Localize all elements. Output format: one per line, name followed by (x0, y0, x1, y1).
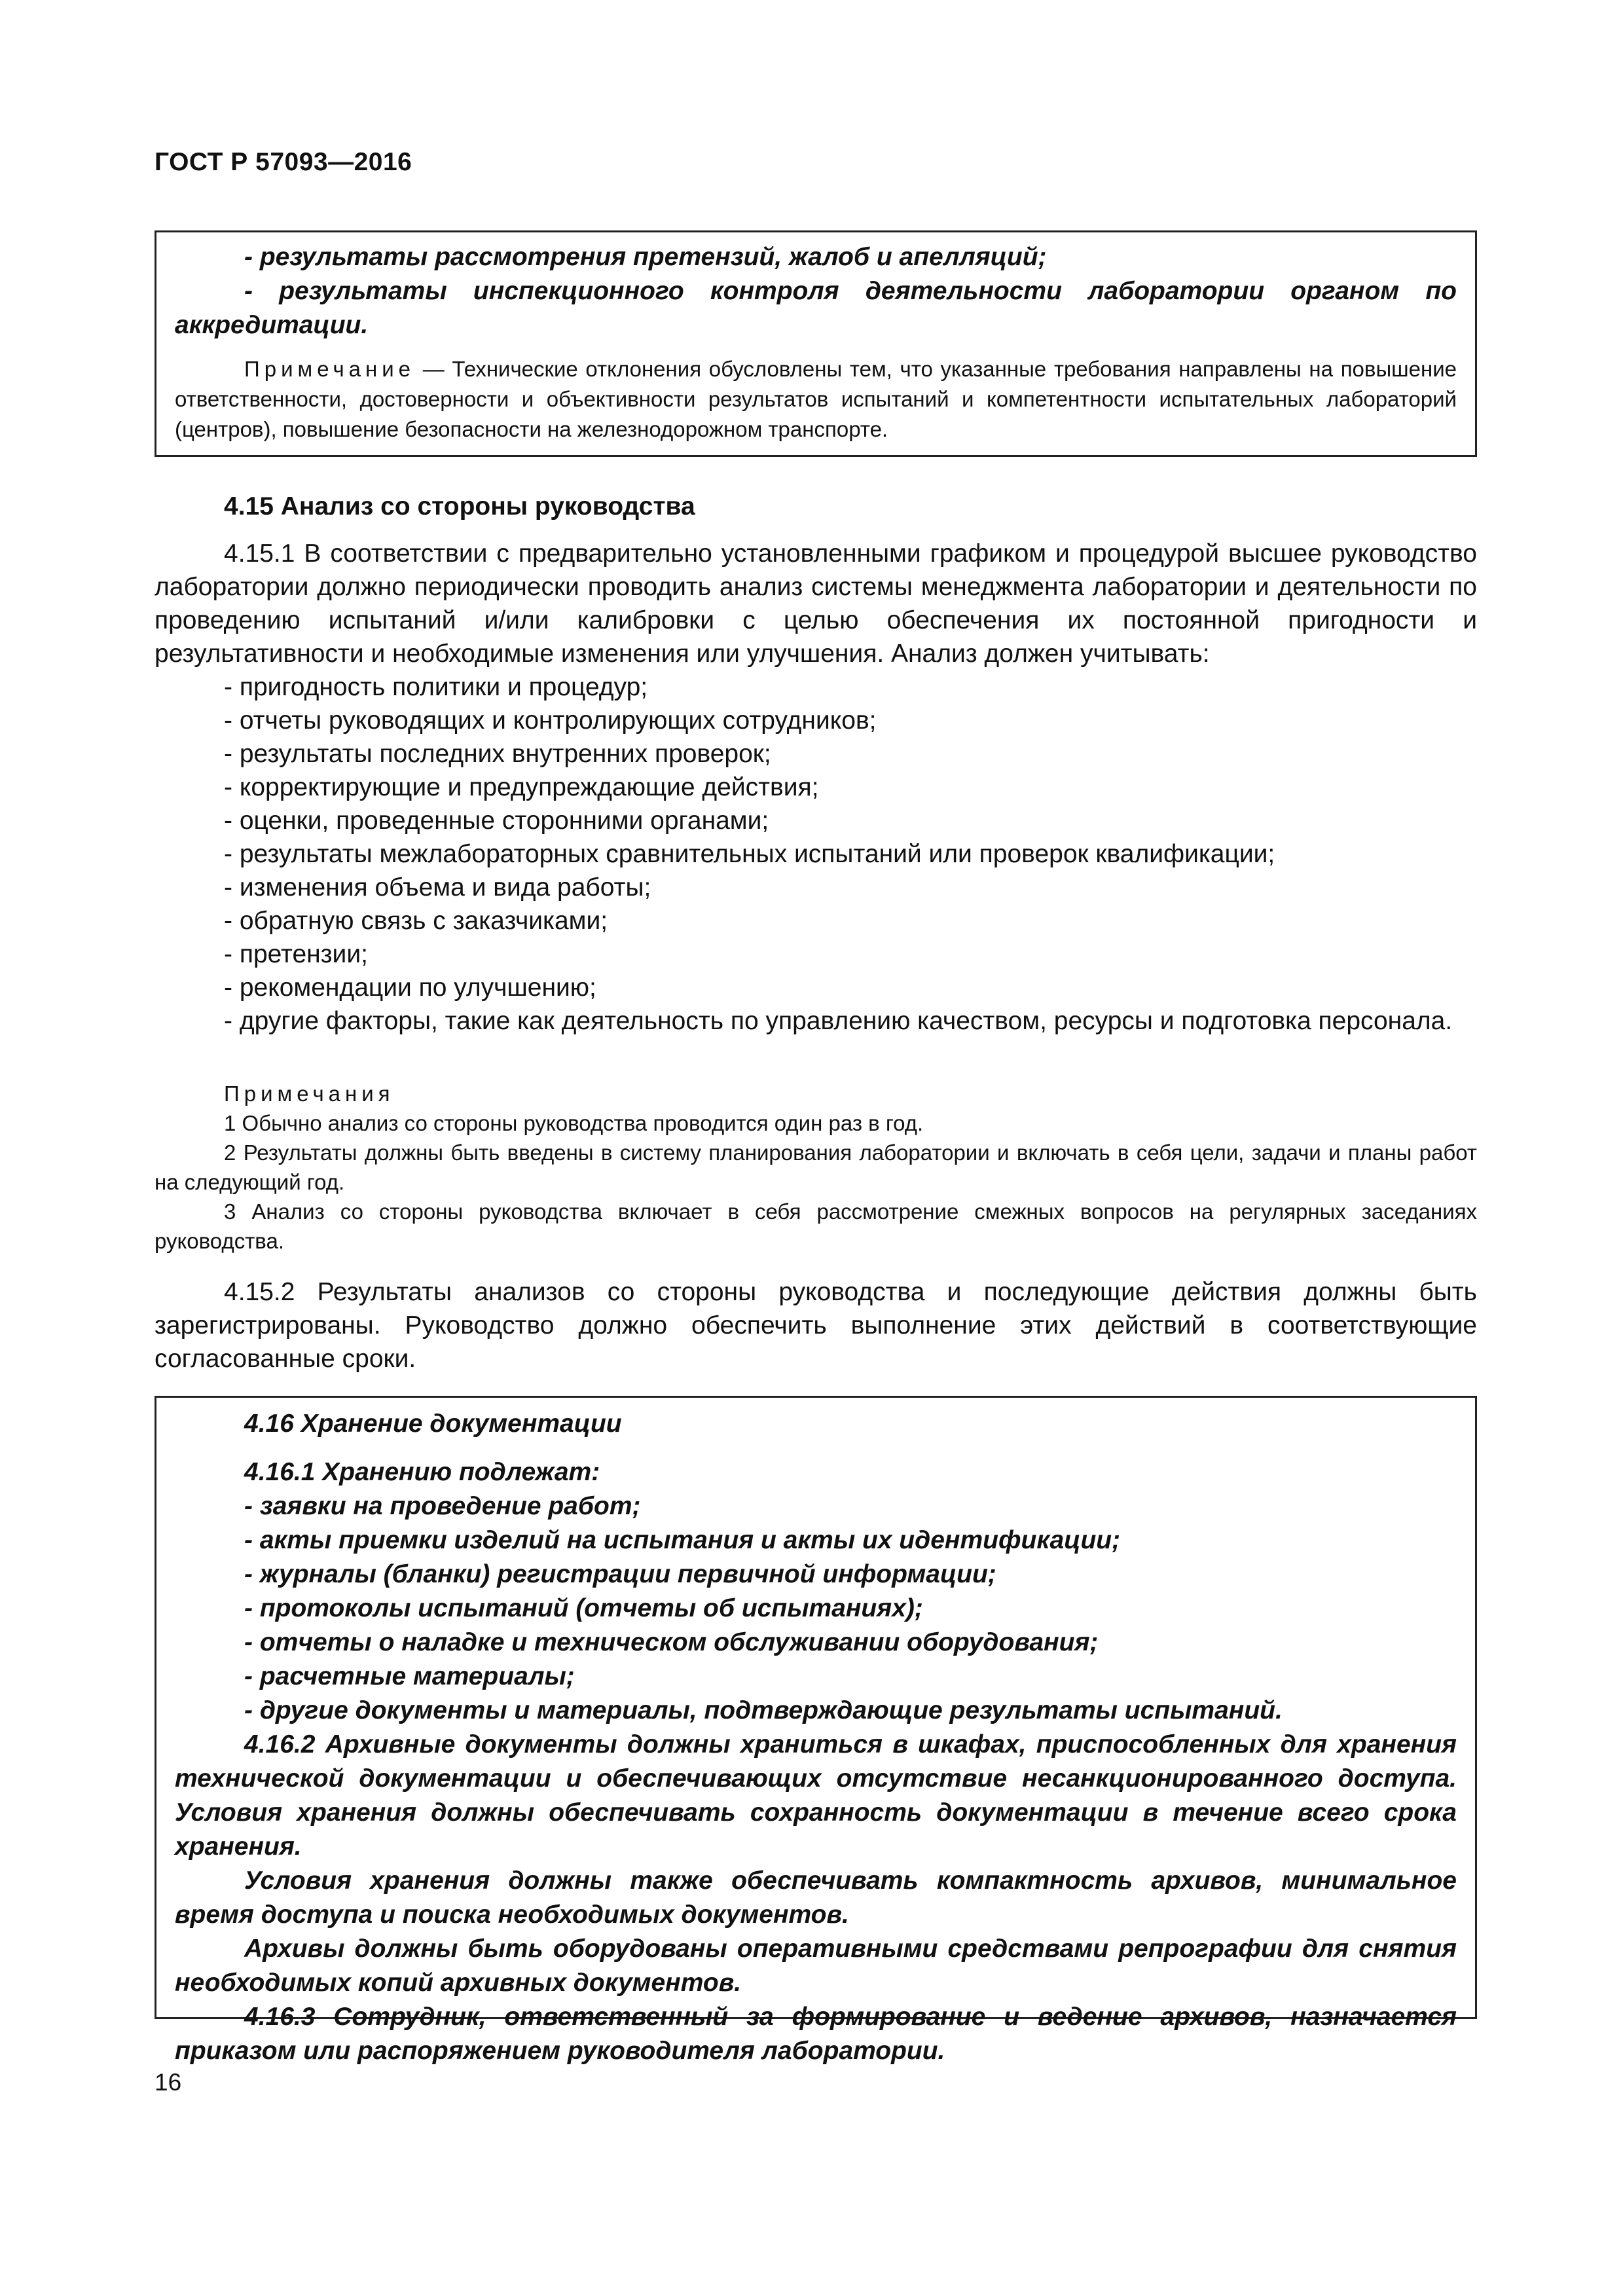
notes-label: Примечания (224, 1082, 395, 1106)
storage-item: - расчетные материалы; (244, 1662, 575, 1690)
storage-item: - заявки на проведение работ; (244, 1492, 641, 1520)
paragraph-storage-conditions: Условия хранения должны также обеспечивать компактность архивов, минимальное время доступа и поиска необходимых документов. (175, 1867, 1457, 1929)
list-item: - рекомендации по улучшению; (224, 974, 596, 1002)
note-3: 3 Анализ со стороны руководства включает в себя рассмотрение смежных вопросов на регулярных заседаниях руководства. (155, 1199, 1477, 1253)
list-item-last: - другие факторы, такие как деятельность по управлению качеством, ресурсы и подготовка персонала. (224, 1007, 1453, 1035)
paragraph-4-16-3: 4.16.3 Сотрудник, ответственный за формирование и ведение архивов, назначается приказом или распоряжением руководителя лаборатории. (175, 2003, 1457, 2065)
deviation-box-2 (155, 1396, 1477, 2065)
notes-block (155, 1079, 1477, 1256)
storage-item: - акты приемки изделий на испытания и акты их идентификации; (244, 1526, 1121, 1554)
paragraph-4-15-2: 4.15.2 Результаты анализов со стороны руководства и последующие действия должны быть зарегистрированы. Руководство должно обеспечить выполнение этих действий в соответствующие согласованные сроки. (155, 1278, 1477, 1373)
analysis-items-list (224, 670, 1477, 1004)
list-item: - претензии; (224, 940, 368, 968)
storage-item: - отчеты о наладке и техническом обслуживании оборудования; (244, 1628, 1099, 1656)
section-heading-4-16: 4.16 Хранение документации (244, 1410, 622, 1438)
section-heading-4-15: 4.15 Анализ со стороны руководства (224, 492, 695, 520)
note-1: 1 Обычно анализ со стороны руководства проводится один раз в год. (224, 1111, 924, 1135)
list-item: - корректирующие и предупреждающие действия; (224, 773, 819, 801)
list-item: - обратную связь с заказчиками; (224, 907, 608, 935)
list-item: - результаты межлабораторных сравнительных испытаний или проверок квалификации; (224, 840, 1275, 868)
standard-header: ГОСТ Р 57093—2016 (155, 148, 412, 176)
list-item: - изменения объема и вида работы; (224, 873, 651, 902)
page-number: 16 (155, 2069, 182, 2096)
paragraph-4-15-1: 4.15.1 В соответствии с предварительно установленными графиком и процедурой высшее руководство лаборатории должно периодически проводить анализ системы менеджмента лаборатории и деятельности по проведению испытаний и/или калибровки с целью обеспечения их постоянной пригодности и результативности и необходимые изменения или улучшения. Анализ должен учитывать: (155, 539, 1477, 668)
box1-note-label: Примечание (244, 357, 416, 381)
list-item: - оценки, проведенные сторонними органами; (224, 807, 769, 835)
list-item: - пригодность политики и процедур; (224, 673, 648, 701)
list-item: - результаты последних внутренних проверок; (224, 740, 771, 768)
storage-item: - протоколы испытаний (отчеты об испытаниях); (244, 1594, 923, 1622)
paragraph-4-16-1: 4.16.1 Хранению подлежат: (244, 1458, 600, 1486)
box1-note (175, 354, 1457, 445)
deviation-box-1 (155, 230, 1477, 457)
box1-note-text: — Технические отклонения обусловлены тем, что указанные требования направлены на повышение ответственности, достоверности и объективности результатов испытаний и компетентности испытательных лабораторий (центров), повышение безопасности на железнодорожном транспорте. (175, 357, 1457, 441)
paragraph-archives-equipment: Архивы должны быть оборудованы оперативными средствами репрографии для снятия необходимых копий архивных документов. (175, 1935, 1457, 1997)
paragraph-4-16-2: 4.16.2 Архивные документы должны храниться в шкафах, приспособленных для хранения технической документации и обеспечивающих отсутствие несанкционированного доступа. Условия хранения должны обеспечивать сохранность документации в течение всего срока хранения. (175, 1730, 1457, 1861)
storage-item: - журналы (бланки) регистрации первичной информации; (244, 1560, 996, 1588)
box1-line-2: - результаты инспекционного контроля деятельности лаборатории органом по аккредитации. (175, 277, 1457, 339)
box1-line-1: - результаты рассмотрения претензий, жалоб и апелляций; (244, 243, 1047, 271)
storage-item: - другие документы и материалы, подтверждающие результаты испытаний. (244, 1696, 1283, 1724)
list-item: - отчеты руководящих и контролирующих сотрудников; (224, 706, 877, 735)
note-2: 2 Результаты должны быть введены в систему планирования лаборатории и включать в себя цели, задачи и планы работ на следующий год. (155, 1140, 1477, 1194)
